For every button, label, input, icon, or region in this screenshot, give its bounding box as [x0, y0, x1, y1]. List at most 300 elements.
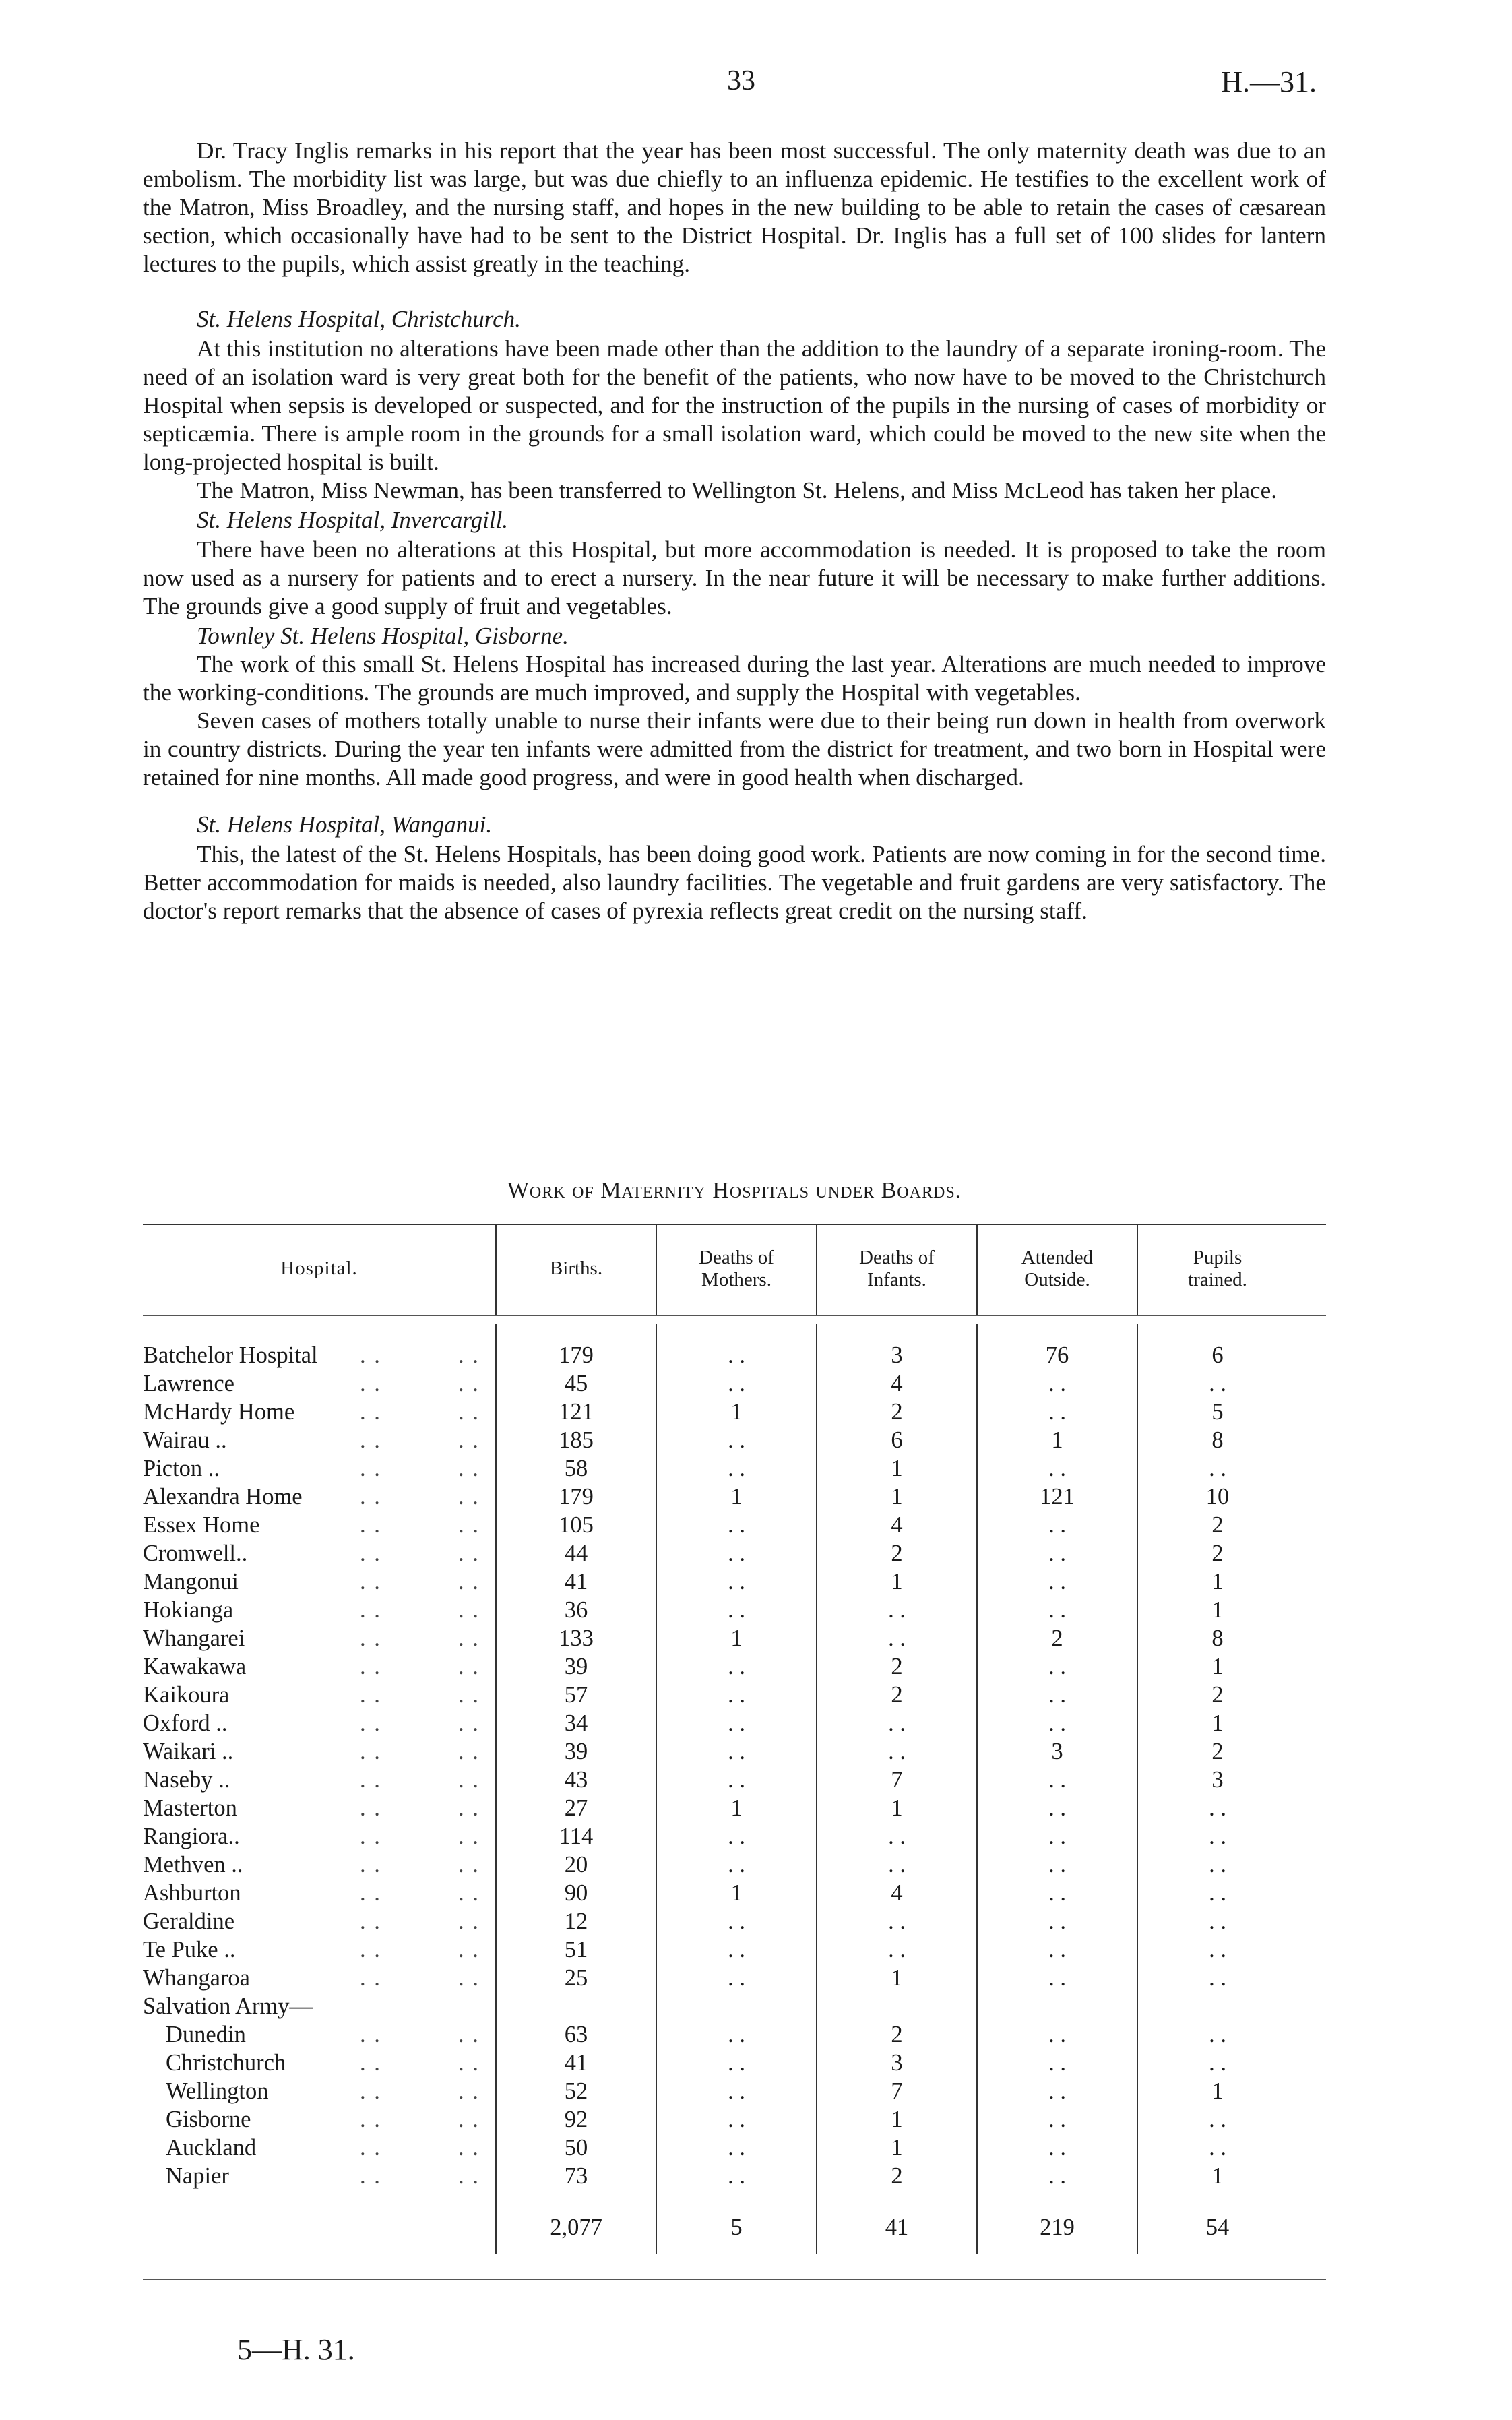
- births-cell: 133: [559, 1625, 594, 1651]
- heading-invercargill: St. Helens Hospital, Invercargill.: [197, 507, 509, 533]
- table-row: [143, 1597, 1326, 1625]
- hospital-name: Wellington: [166, 2078, 269, 2104]
- hospital-name: Picton ..: [143, 1456, 220, 1481]
- header-attended-outside: [978, 1247, 1137, 1291]
- leader-dots: . .: [458, 1427, 480, 1453]
- deaths-infants-cell: 2: [891, 1654, 903, 1679]
- births-cell: 179: [559, 1342, 594, 1368]
- table-row: [143, 1852, 1326, 1880]
- total-pupils-trained: 54: [1205, 2214, 1230, 2240]
- deaths-mothers-cell: . .: [728, 2107, 745, 2132]
- table-row: [143, 1484, 1326, 1512]
- deaths-infants-cell: 4: [891, 1371, 903, 1396]
- deaths-mothers-cell: 1: [730, 1795, 743, 1821]
- pupils-trained-cell: 1: [1211, 1597, 1224, 1623]
- pupils-trained-cell: 1: [1211, 1710, 1224, 1736]
- births-cell: 43: [564, 1767, 588, 1793]
- births-cell: 121: [559, 1399, 594, 1425]
- leader-dots: . .: [458, 1824, 480, 1849]
- header-deaths-mothers: [657, 1247, 816, 1291]
- leader-dots: . .: [360, 1795, 381, 1821]
- pupils-trained-cell: . .: [1209, 1937, 1226, 1962]
- table-row: [143, 1937, 1326, 1965]
- leader-dots: . .: [360, 1654, 381, 1679]
- paragraph-mothers: Seven cases of mothers totally unable to nurse their infants were due to their being run down in health from overwork in country districts. During the year ten infants were admitted from the district for treatment, and two born in Hospital were retained for nine months. All made good progress, and were in good health when discharged.: [143, 708, 1326, 790]
- deaths-infants-cell: 1: [891, 2135, 903, 2161]
- hospital-name: Napier: [166, 2163, 229, 2189]
- deaths-infants-cell: 1: [891, 1484, 903, 1510]
- table-row: [143, 2078, 1326, 2107]
- deaths-mothers-cell: . .: [728, 1569, 745, 1594]
- births-cell: 185: [559, 1427, 594, 1453]
- deaths-infants-cell: . .: [888, 1852, 906, 1878]
- header-deaths-mothers-line1: Deaths of: [699, 1247, 774, 1268]
- attended-outside-cell: . .: [1048, 1371, 1066, 1396]
- births-cell: 63: [564, 2022, 588, 2047]
- table-row: [143, 1427, 1326, 1456]
- leader-dots: . .: [360, 1427, 381, 1453]
- paragraph-matron: The Matron, Miss Newman, has been transferred to Wellington St. Helens, and Miss McLeod has taken her place.: [197, 477, 1278, 503]
- hospital-name: Gisborne: [166, 2107, 251, 2132]
- births-cell: 34: [564, 1710, 588, 1736]
- pupils-trained-cell: 8: [1211, 1427, 1224, 1453]
- pupils-trained-cell: . .: [1209, 1824, 1226, 1849]
- attended-outside-cell: . .: [1048, 1909, 1066, 1934]
- hospital-name: Wairau ..: [143, 1427, 227, 1453]
- hospital-name: Dunedin: [166, 2022, 246, 2047]
- hospital-name: Naseby ..: [143, 1767, 230, 1793]
- deaths-infants-cell: 2: [891, 1399, 903, 1425]
- pupils-trained-cell: 2: [1211, 1682, 1224, 1708]
- leader-dots: . .: [360, 1852, 381, 1878]
- deaths-infants-cell: 1: [891, 1456, 903, 1481]
- totals-row: [143, 2214, 1326, 2243]
- hospital-name: Ashburton: [143, 1880, 241, 1906]
- hospital-name: Whangarei: [143, 1625, 245, 1651]
- leader-dots: . .: [360, 1767, 381, 1793]
- births-cell: 20: [564, 1852, 588, 1878]
- births-cell: 73: [564, 2163, 588, 2189]
- deaths-infants-cell: 4: [891, 1512, 903, 1538]
- hospital-name: Batchelor Hospital: [143, 1342, 318, 1368]
- leader-dots: . .: [360, 1456, 381, 1481]
- pupils-trained-cell: . .: [1209, 1880, 1226, 1906]
- leader-dots: . .: [458, 1909, 480, 1934]
- leader-dots: . .: [360, 1937, 381, 1962]
- deaths-mothers-cell: . .: [728, 2135, 745, 2161]
- deaths-mothers-cell: . .: [728, 1342, 745, 1368]
- header-deaths-infants: [817, 1247, 976, 1291]
- deaths-infants-cell: 2: [891, 2163, 903, 2189]
- table-row: [143, 1824, 1326, 1852]
- header-deaths-infants-line2: Infants.: [867, 1269, 926, 1291]
- deaths-mothers-cell: . .: [728, 1909, 745, 1934]
- deaths-mothers-cell: 1: [730, 1880, 743, 1906]
- hospital-name: Kaikoura: [143, 1682, 230, 1708]
- footer-signature: 5—H. 31.: [237, 2333, 355, 2366]
- paragraph-christchurch: At this institution no alterations have been made other than the addition to the laundry of a separate ironing-room. The need of an isolation ward is very great both for the benefit of the patients, who now have to be moved to the Christchurch Hospital when sepsis is developed or suspected, and for the instruction of the pupils in the nursing of cases of morbidity or septicæmia. There is ample room in the grounds for a small isolation ward, which could be moved to the new site when the long-projected hospital is built.: [143, 336, 1326, 475]
- deaths-infants-cell: 3: [891, 1342, 903, 1368]
- deaths-infants-cell: 1: [891, 1569, 903, 1594]
- deaths-mothers-cell: . .: [728, 1541, 745, 1566]
- attended-outside-cell: . .: [1048, 2107, 1066, 2132]
- attended-outside-cell: 3: [1051, 1739, 1063, 1764]
- deaths-infants-cell: . .: [888, 1909, 906, 1934]
- leader-dots: . .: [360, 1512, 381, 1538]
- deaths-mothers-cell: . .: [728, 2163, 745, 2189]
- total-births: 2,077: [550, 2214, 602, 2240]
- deaths-infants-cell: 7: [891, 2078, 903, 2104]
- leader-dots: . .: [360, 1880, 381, 1906]
- header-births: Births.: [549, 1258, 603, 1279]
- pupils-trained-cell: 6: [1211, 1342, 1224, 1368]
- hospital-name: Methven ..: [143, 1852, 243, 1878]
- table-title: Work of Maternity Hospitals under Boards.: [507, 1178, 962, 1203]
- deaths-mothers-cell: . .: [728, 1824, 745, 1849]
- deaths-infants-cell: . .: [888, 1937, 906, 1962]
- deaths-mothers-cell: . .: [728, 1937, 745, 1962]
- pupils-trained-cell: . .: [1209, 2107, 1226, 2132]
- leader-dots: . .: [360, 1739, 381, 1764]
- births-cell: 39: [564, 1739, 588, 1764]
- pupils-trained-cell: . .: [1209, 2050, 1226, 2076]
- hospital-name: Cromwell..: [143, 1541, 248, 1566]
- page-number: 33: [727, 65, 755, 96]
- table-row: [143, 1965, 1326, 1993]
- hospital-name: Auckland: [166, 2135, 257, 2161]
- attended-outside-cell: . .: [1048, 1852, 1066, 1878]
- header-bottom-rule: [143, 1315, 1326, 1316]
- attended-outside-cell: . .: [1048, 2163, 1066, 2189]
- attended-outside-cell: . .: [1048, 1456, 1066, 1481]
- hospital-name: Geraldine: [143, 1909, 235, 1934]
- total-deaths-infants: 41: [885, 2214, 909, 2240]
- pupils-trained-cell: . .: [1209, 1795, 1226, 1821]
- deaths-mothers-cell: . .: [728, 1597, 745, 1623]
- leader-dots: . .: [360, 1399, 381, 1425]
- header-deaths-mothers-line2: Mothers.: [701, 1269, 771, 1291]
- births-cell: 52: [564, 2078, 588, 2104]
- leader-dots: . .: [458, 1625, 480, 1651]
- deaths-infants-cell: 7: [891, 1767, 903, 1793]
- leader-dots: . .: [360, 1371, 381, 1396]
- pupils-trained-cell: . .: [1209, 2022, 1226, 2047]
- attended-outside-cell: . .: [1048, 2050, 1066, 2076]
- hospital-name: Christchurch: [166, 2050, 286, 2076]
- header-attended-line1: Attended: [1021, 1247, 1094, 1268]
- births-cell: 92: [564, 2107, 588, 2132]
- leader-dots: . .: [458, 1484, 480, 1510]
- leader-dots: . .: [458, 1852, 480, 1878]
- report-body: [143, 137, 1326, 925]
- leader-dots: . .: [458, 1654, 480, 1679]
- leader-dots: . .: [360, 1710, 381, 1736]
- header-deaths-infants-line1: Deaths of: [859, 1247, 935, 1268]
- attended-outside-cell: . .: [1048, 1597, 1066, 1623]
- deaths-mothers-cell: . .: [728, 2078, 745, 2104]
- pupils-trained-cell: 2: [1211, 1739, 1224, 1764]
- leader-dots: . .: [458, 1342, 480, 1368]
- heading-gisborne: Townley St. Helens Hospital, Gisborne.: [197, 623, 569, 649]
- paragraph-wanganui: This, the latest of the St. Helens Hospitals, has been doing good work. Patients are now coming in for the second time. Better accommodation for maids is needed, also laundry facilities. The vegetable and fruit gardens are very satisfactory. The doctor's report remarks that the absence of cases of pyrexia reflects great credit on the nursing staff.: [143, 841, 1326, 924]
- deaths-mothers-cell: 1: [730, 1625, 743, 1651]
- table-row: [143, 1739, 1326, 1767]
- hospital-name: Hokianga: [143, 1597, 234, 1623]
- leader-dots: . .: [458, 1937, 480, 1962]
- leader-dots: . .: [458, 1965, 480, 1991]
- births-cell: 114: [559, 1824, 594, 1849]
- deaths-mothers-cell: . .: [728, 1710, 745, 1736]
- deaths-mothers-cell: . .: [728, 1739, 745, 1764]
- pupils-trained-cell: 5: [1211, 1399, 1224, 1425]
- leader-dots: . .: [360, 1625, 381, 1651]
- deaths-infants-cell: 4: [891, 1880, 903, 1906]
- table-row: [143, 1342, 1326, 1371]
- attended-outside-cell: . .: [1048, 1937, 1066, 1962]
- table-row: [143, 1710, 1326, 1739]
- attended-outside-cell: . .: [1048, 2022, 1066, 2047]
- deaths-infants-cell: 1: [891, 2107, 903, 2132]
- attended-outside-cell: . .: [1048, 1654, 1066, 1679]
- leader-dots: . .: [360, 1965, 381, 1991]
- leader-dots: . .: [360, 2078, 381, 2104]
- deaths-infants-cell: . .: [888, 1824, 906, 1849]
- births-cell: 57: [564, 1682, 588, 1708]
- deaths-infants-cell: 2: [891, 2022, 903, 2047]
- paragraph-gisborne: The work of this small St. Helens Hospital has increased during the last year. Alterations are much needed to improve the working-conditions. The grounds are much improved, and supply the Hospital with vegetables.: [143, 651, 1326, 706]
- heading-wanganui: St. Helens Hospital, Wanganui.: [197, 811, 493, 838]
- pupils-trained-cell: 8: [1211, 1625, 1224, 1651]
- table-row: [143, 1909, 1326, 1937]
- leader-dots: . .: [360, 1682, 381, 1708]
- pupils-trained-cell: 2: [1211, 1541, 1224, 1566]
- table-row: [143, 1399, 1326, 1427]
- leader-dots: . .: [360, 1597, 381, 1623]
- deaths-infants-cell: . .: [888, 1710, 906, 1736]
- leader-dots: . .: [458, 1512, 480, 1538]
- leader-dots: . .: [458, 1399, 480, 1425]
- table-row: [143, 2135, 1326, 2163]
- births-cell: 105: [559, 1512, 594, 1538]
- deaths-infants-cell: 1: [891, 1795, 903, 1821]
- hospital-name: Mangonui: [143, 1569, 239, 1594]
- leader-dots: . .: [360, 1484, 381, 1510]
- attended-outside-cell: . .: [1048, 1710, 1066, 1736]
- leader-dots: . .: [360, 1824, 381, 1849]
- pupils-trained-cell: 1: [1211, 2163, 1224, 2189]
- leader-dots: . .: [458, 1767, 480, 1793]
- births-cell: 90: [564, 1880, 588, 1906]
- leader-dots: . .: [458, 1569, 480, 1594]
- deaths-infants-cell: 2: [891, 1682, 903, 1708]
- leader-dots: . .: [360, 2050, 381, 2076]
- births-cell: 179: [559, 1484, 594, 1510]
- deaths-mothers-cell: . .: [728, 2022, 745, 2047]
- table-row: [143, 1371, 1326, 1399]
- attended-outside-cell: . .: [1048, 1512, 1066, 1538]
- deaths-infants-cell: . .: [888, 1597, 906, 1623]
- table-row: [143, 2050, 1326, 2078]
- header-pupils-trained: [1138, 1247, 1297, 1291]
- attended-outside-cell: . .: [1048, 1541, 1066, 1566]
- deaths-mothers-cell: . .: [728, 1371, 745, 1396]
- leader-dots: . .: [458, 1739, 480, 1764]
- table-row: [143, 2163, 1326, 2192]
- document-code: H.—31.: [1221, 65, 1317, 98]
- hospital-name: Waikari ..: [143, 1739, 234, 1764]
- heading-christchurch: St. Helens Hospital, Christchurch.: [197, 306, 521, 332]
- hospital-name: Kawakawa: [143, 1654, 247, 1679]
- table-row: [143, 1541, 1326, 1569]
- pupils-trained-cell: 1: [1211, 2078, 1224, 2104]
- table-row: [143, 1569, 1326, 1597]
- births-cell: 12: [564, 1909, 588, 1934]
- deaths-infants-cell: 3: [891, 2050, 903, 2076]
- table-top-rule: [143, 1224, 1326, 1225]
- deaths-mothers-cell: . .: [728, 1512, 745, 1538]
- header-attended-line2: Outside.: [1024, 1269, 1090, 1291]
- header-pupils-line1: Pupils: [1193, 1247, 1242, 1268]
- births-cell: 39: [564, 1654, 588, 1679]
- births-cell: 45: [564, 1371, 588, 1396]
- table-row: [143, 1625, 1326, 1654]
- attended-outside-cell: 2: [1051, 1625, 1063, 1651]
- hospital-name: Essex Home: [143, 1512, 260, 1538]
- leader-dots: . .: [360, 2135, 381, 2161]
- pupils-trained-cell: . .: [1209, 1965, 1226, 1991]
- leader-dots: . .: [458, 1597, 480, 1623]
- births-cell: 51: [564, 1937, 588, 1962]
- leader-dots: . .: [458, 1682, 480, 1708]
- deaths-infants-cell: 6: [891, 1427, 903, 1453]
- attended-outside-cell: . .: [1048, 1569, 1066, 1594]
- deaths-mothers-cell: 1: [730, 1399, 743, 1425]
- deaths-infants-cell: 1: [891, 1965, 903, 1991]
- table-row: [143, 1795, 1326, 1824]
- leader-dots: . .: [360, 1541, 381, 1566]
- leader-dots: . .: [458, 1371, 480, 1396]
- leader-dots: . .: [458, 2050, 480, 2076]
- deaths-infants-cell: . .: [888, 1739, 906, 1764]
- total-deaths-mothers: 5: [730, 2214, 743, 2240]
- paragraph-inglis: Dr. Tracy Inglis remarks in his report that the year has been most successful. The only maternity death was due to an embolism. The morbidity list was large, but was due chiefly to an influenza epidemic. He testifies to the excellent work of the Matron, Miss Broadley, and the nursing staff, and hopes in the new building to be able to retain the cases of cæsarean section, which occasionally have had to be sent to the District Hospital. Dr. Inglis has a full set of 100 slides for lantern lectures to the pupils, which assist greatly in the teaching.: [143, 137, 1326, 277]
- hospital-name: Rangiora..: [143, 1824, 240, 1849]
- hospital-name: Whangaroa: [143, 1965, 250, 1991]
- births-cell: 44: [564, 1541, 588, 1566]
- attended-outside-cell: . .: [1048, 2135, 1066, 2161]
- attended-outside-cell: . .: [1048, 1682, 1066, 1708]
- deaths-infants-cell: . .: [888, 1625, 906, 1651]
- pupils-trained-cell: 1: [1211, 1654, 1224, 1679]
- hospital-name: Lawrence: [143, 1371, 234, 1396]
- attended-outside-cell: . .: [1048, 1880, 1066, 1906]
- deaths-mothers-cell: . .: [728, 1767, 745, 1793]
- header-hospital: Hospital.: [280, 1258, 358, 1279]
- header-pupils-line2: trained.: [1188, 1269, 1247, 1291]
- table-row: [143, 1654, 1326, 1682]
- hospital-name: Oxford ..: [143, 1710, 228, 1736]
- leader-dots: . .: [458, 2107, 480, 2132]
- births-cell: 41: [564, 2050, 588, 2076]
- deaths-mothers-cell: . .: [728, 2050, 745, 2076]
- hospital-name: McHardy Home: [143, 1399, 295, 1425]
- attended-outside-cell: 121: [1040, 1484, 1075, 1510]
- attended-outside-cell: . .: [1048, 1399, 1066, 1425]
- table-row: [143, 2022, 1326, 2050]
- births-cell: 58: [564, 1456, 588, 1481]
- leader-dots: . .: [360, 2022, 381, 2047]
- deaths-mothers-cell: 1: [730, 1484, 743, 1510]
- attended-outside-cell: . .: [1048, 1824, 1066, 1849]
- pupils-trained-cell: 1: [1211, 1569, 1224, 1594]
- leader-dots: . .: [360, 2107, 381, 2132]
- table-row: [143, 1880, 1326, 1909]
- leader-dots: . .: [458, 1710, 480, 1736]
- table-row: [143, 1456, 1326, 1484]
- leader-dots: . .: [458, 1456, 480, 1481]
- table-row: [143, 2107, 1326, 2135]
- leader-dots: . .: [360, 1909, 381, 1934]
- deaths-mothers-cell: . .: [728, 1654, 745, 1679]
- table-row: [143, 1682, 1326, 1710]
- attended-outside-cell: . .: [1048, 1767, 1066, 1793]
- pupils-trained-cell: . .: [1209, 1852, 1226, 1878]
- attended-outside-cell: . .: [1048, 1965, 1066, 1991]
- table-row: [143, 1512, 1326, 1541]
- deaths-mothers-cell: . .: [728, 1852, 745, 1878]
- births-cell: 25: [564, 1965, 588, 1991]
- leader-dots: . .: [458, 2078, 480, 2104]
- pupils-trained-cell: 10: [1205, 1484, 1230, 1510]
- births-cell: 27: [564, 1795, 588, 1821]
- pupils-trained-cell: 3: [1211, 1767, 1224, 1793]
- leader-dots: . .: [458, 1795, 480, 1821]
- deaths-mothers-cell: . .: [728, 1965, 745, 1991]
- deaths-infants-cell: 2: [891, 1541, 903, 1566]
- total-attended-outside: 219: [1040, 2214, 1075, 2240]
- pupils-trained-cell: . .: [1209, 1909, 1226, 1934]
- leader-dots: . .: [458, 1541, 480, 1566]
- deaths-mothers-cell: . .: [728, 1456, 745, 1481]
- births-cell: 50: [564, 2135, 588, 2161]
- pupils-trained-cell: . .: [1209, 1371, 1226, 1396]
- pupils-trained-cell: . .: [1209, 2135, 1226, 2161]
- births-cell: 41: [564, 1569, 588, 1594]
- attended-outside-cell: 76: [1045, 1342, 1069, 1368]
- leader-dots: . .: [360, 1342, 381, 1368]
- deaths-mothers-cell: . .: [728, 1682, 745, 1708]
- attended-outside-cell: 1: [1051, 1427, 1063, 1453]
- leader-dots: . .: [458, 1880, 480, 1906]
- leader-dots: . .: [458, 2022, 480, 2047]
- pupils-trained-cell: 2: [1211, 1512, 1224, 1538]
- births-cell: 36: [564, 1597, 588, 1623]
- leader-dots: . .: [360, 2163, 381, 2189]
- table-bottom-rule: [143, 2279, 1326, 2280]
- hospital-name: Salvation Army—: [143, 1993, 313, 2019]
- attended-outside-cell: . .: [1048, 1795, 1066, 1821]
- deaths-mothers-cell: . .: [728, 1427, 745, 1453]
- table-row: [143, 1993, 1326, 2022]
- hospital-name: Masterton: [143, 1795, 237, 1821]
- table-row: [143, 1767, 1326, 1795]
- attended-outside-cell: . .: [1048, 2078, 1066, 2104]
- pupils-trained-cell: . .: [1209, 1456, 1226, 1481]
- hospital-name: Alexandra Home: [143, 1484, 303, 1510]
- leader-dots: . .: [458, 2163, 480, 2189]
- leader-dots: . .: [458, 2135, 480, 2161]
- paragraph-invercargill: There have been no alterations at this Hospital, but more accommodation is needed. It is proposed to take the room now used as a nursery for patients and to erect a nursery. In the near future it will be necessary to make further additions. The grounds give a good supply of fruit and vegetables.: [143, 536, 1326, 619]
